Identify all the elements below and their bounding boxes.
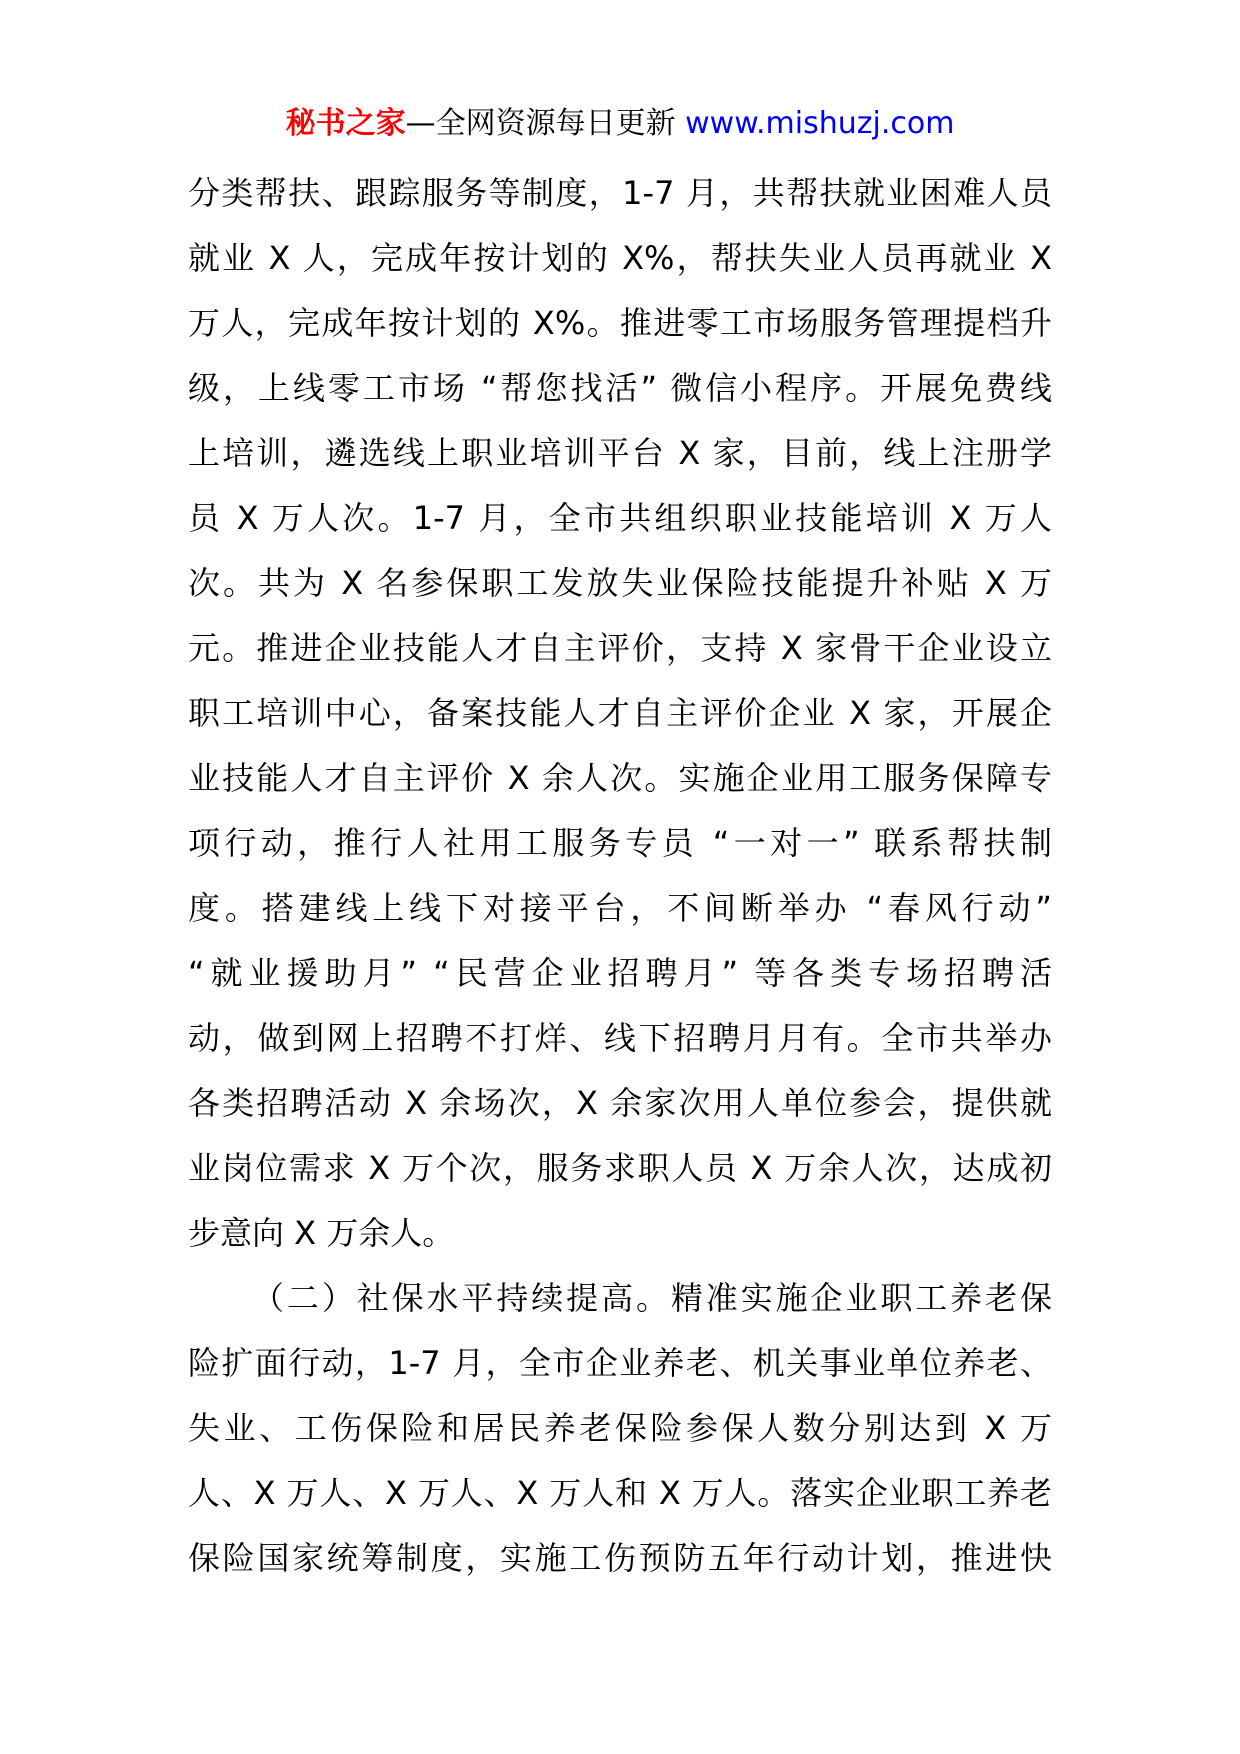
- text-line: 人、X 万人、X 万人、X 万人和 X 万人。落实企业职工养老: [188, 1474, 1052, 1512]
- text-line: 险扩面行动，1-7 月，全市企业养老、机关事业单位养老、: [188, 1344, 1052, 1382]
- text-line: 就业 X 人，完成年按计划的 X%，帮扶失业人员再就业 X: [188, 239, 1052, 277]
- site-tagline: —全网资源每日更新: [405, 106, 686, 141]
- text-line: 职工培训中心，备案技能人才自主评价企业 X 家，开展企: [188, 694, 1052, 732]
- text-line: 业岗位需求 X 万个次，服务求职人员 X 万余人次，达成初: [188, 1149, 1052, 1187]
- site-url[interactable]: www.mishuzj.com: [685, 106, 955, 141]
- text-line: 分类帮扶、跟踪服务等制度，1-7 月，共帮扶就业困难人员: [188, 174, 1052, 212]
- text-line: 次。共为 X 名参保职工发放失业保险技能提升补贴 X 万: [188, 564, 1052, 602]
- text-line: 级，上线零工市场 “帮您找活” 微信小程序。开展免费线: [188, 369, 1052, 407]
- text-line: 度。搭建线上线下对接平台，不间断举办 “春风行动”: [188, 889, 1052, 927]
- text-line: 失业、工伤保险和居民养老保险参保人数分别达到 X 万: [188, 1409, 1052, 1447]
- text-line: 保险国家统筹制度，实施工伤预防五年行动计划，推进快: [188, 1539, 1052, 1577]
- text-line: 员 X 万人次。1-7 月，全市共组织职业技能培训 X 万人: [188, 499, 1052, 537]
- text-line: “就业援助月” “民营企业招聘月” 等各类专场招聘活: [188, 954, 1052, 992]
- text-line: 项行动，推行人社用工服务专员 “一对一” 联系帮扶制: [188, 824, 1052, 862]
- text-line: 元。推进企业技能人才自主评价，支持 X 家骨干企业设立: [188, 629, 1052, 667]
- site-brand: 秘书之家: [285, 106, 406, 141]
- section-heading-line: （二）社保水平持续提高。精准实施企业职工养老保: [252, 1279, 1052, 1317]
- text-line: 万人，完成年按计划的 X%。推进零工市场服务管理提档升: [188, 304, 1052, 342]
- text-line: 各类招聘活动 X 余场次，X 余家次用人单位参会，提供就: [188, 1084, 1052, 1122]
- site-header: [0, 102, 1240, 146]
- text-line: 步意向 X 万余人。: [188, 1214, 455, 1252]
- document-body: [188, 161, 1052, 1591]
- text-line: 动，做到网上招聘不打烊、线下招聘月月有。全市共举办: [188, 1019, 1052, 1057]
- text-line: 业技能人才自主评价 X 余人次。实施企业用工服务保障专: [188, 759, 1052, 797]
- text-line: 上培训，遴选线上职业培训平台 X 家，目前，线上注册学: [188, 434, 1052, 472]
